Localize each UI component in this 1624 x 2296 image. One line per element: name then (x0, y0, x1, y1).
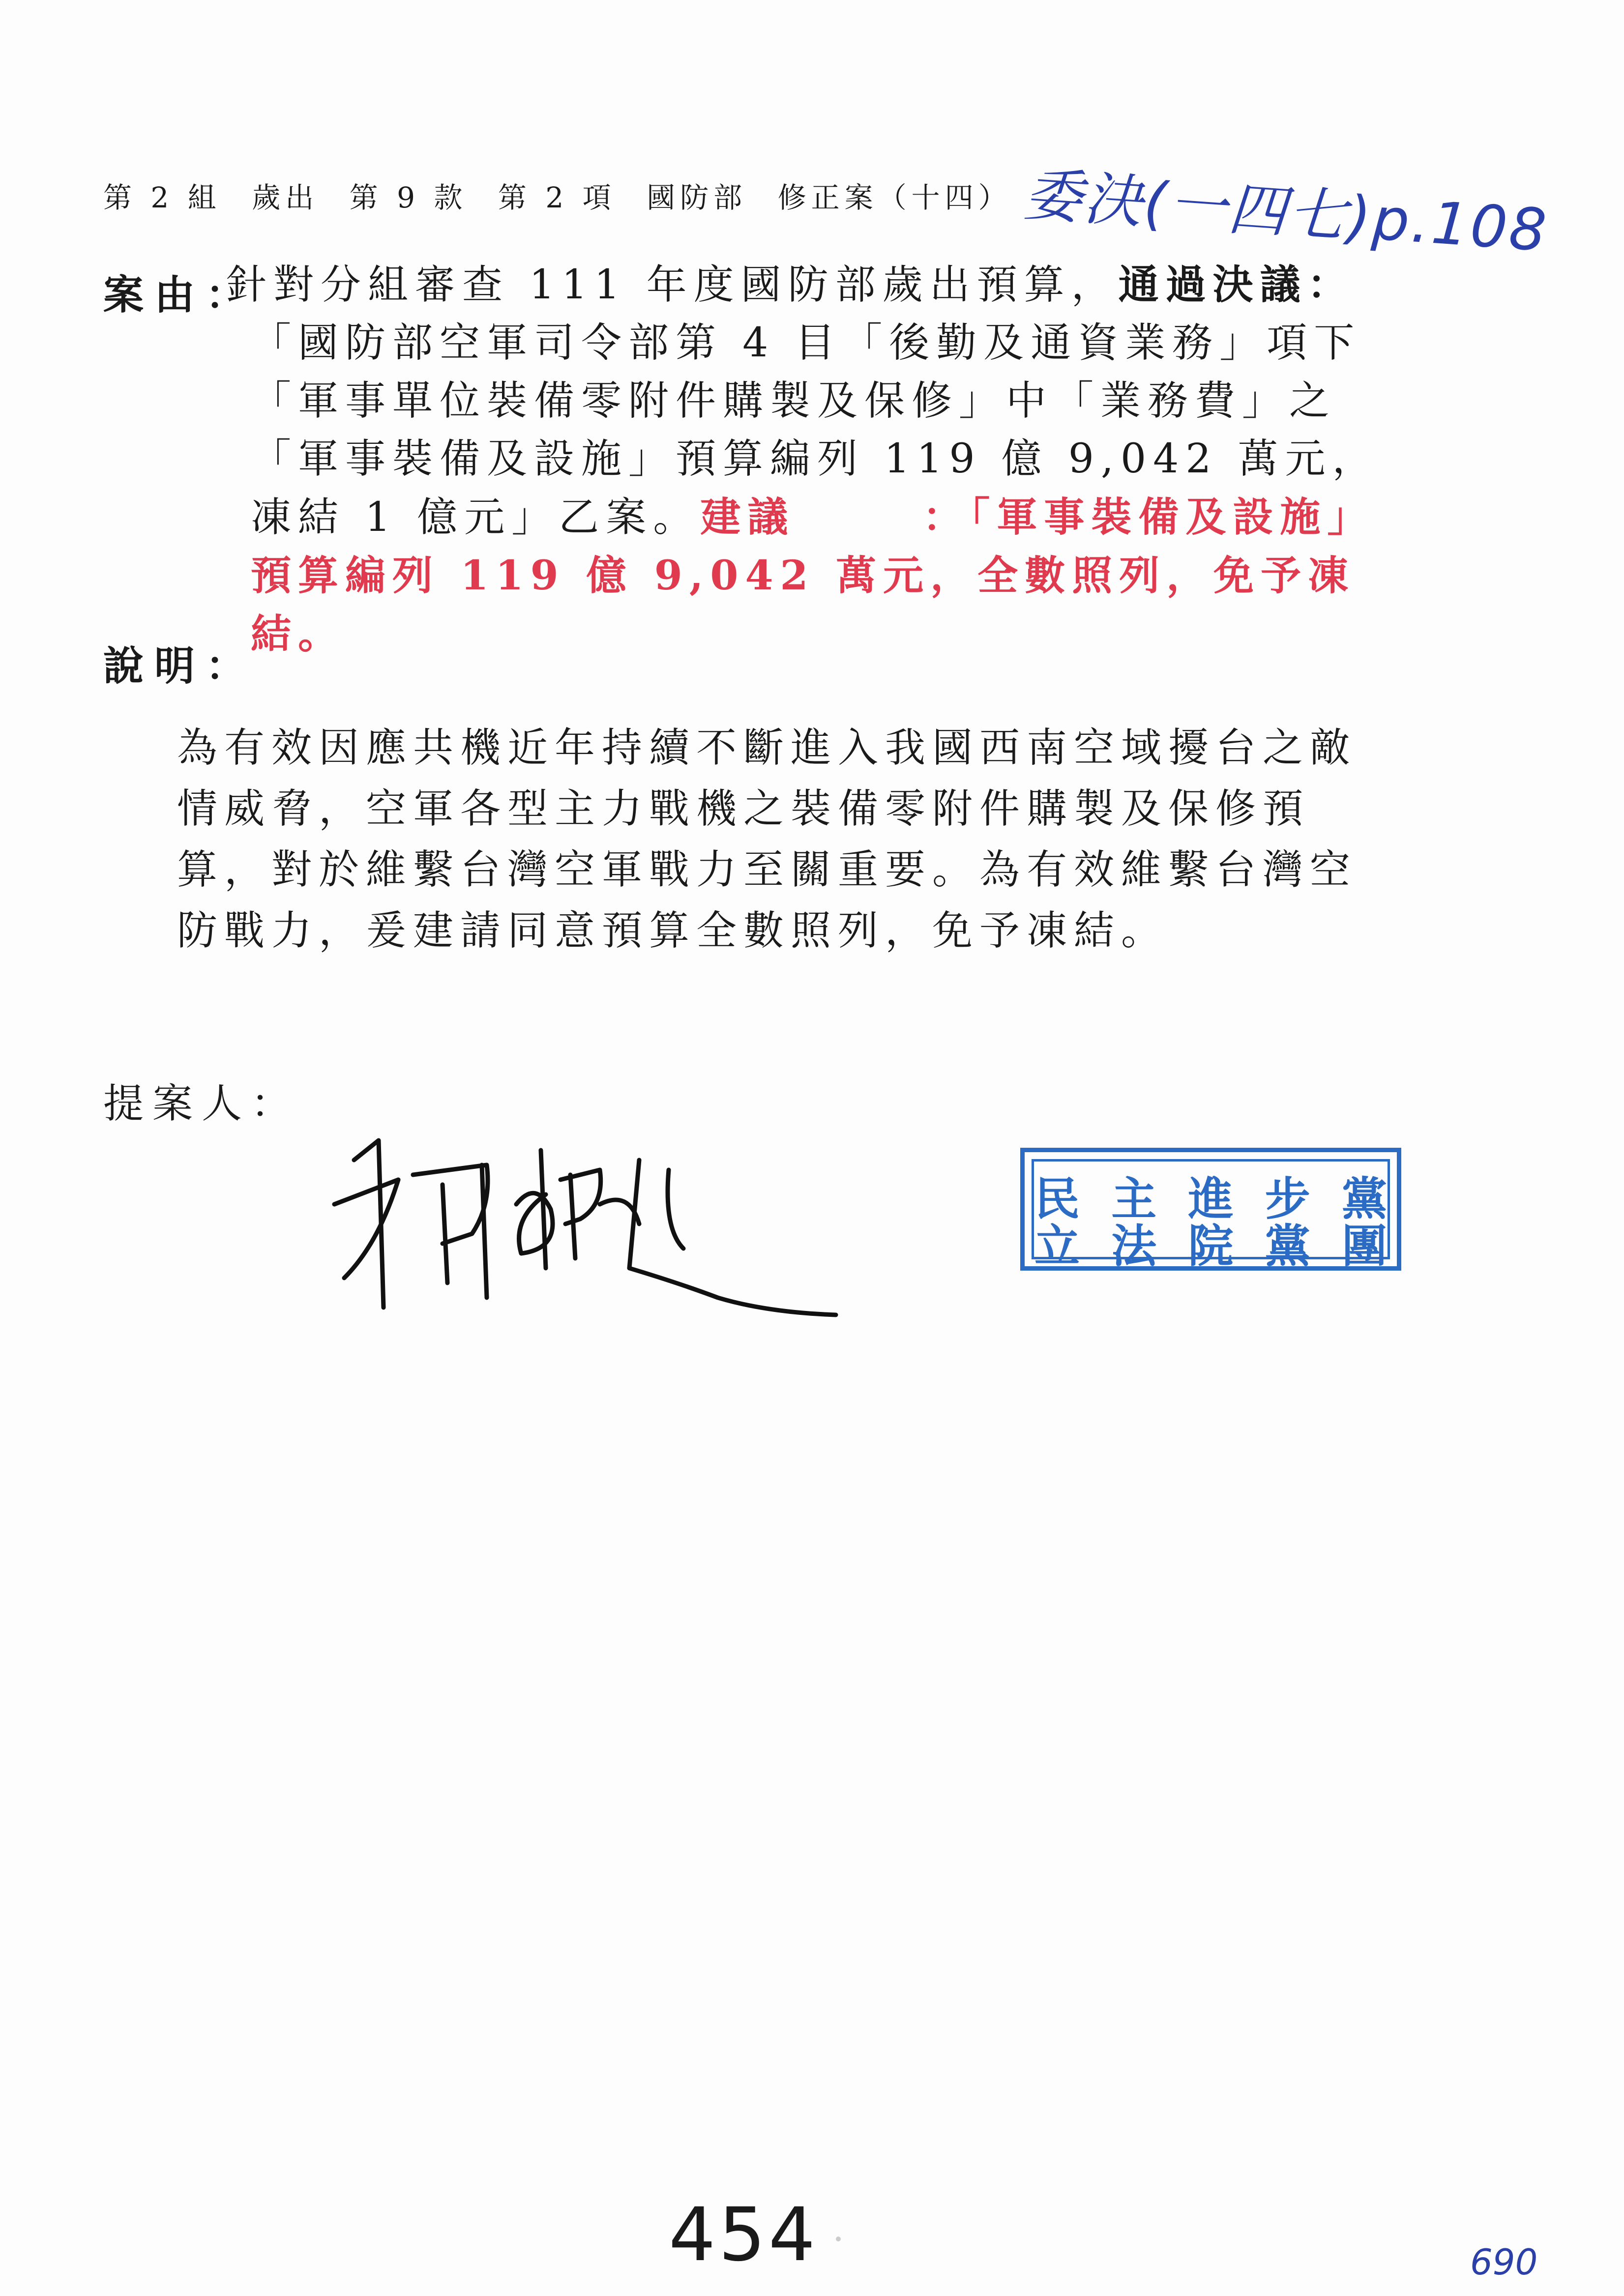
reason-label: 案由： (103, 271, 257, 319)
header-case: 修正案（十四） (777, 181, 1012, 214)
header-section: 第 9 款 (349, 181, 468, 214)
handwritten-signature (325, 1121, 846, 1327)
header-category: 歲出 (252, 181, 319, 214)
reason-first-line (226, 256, 1396, 314)
header-item: 第 2 項 (498, 181, 616, 214)
explanation-label: 說明： (103, 642, 257, 690)
document-header (103, 174, 1029, 216)
header-ministry: 國防部 (647, 181, 747, 214)
handwritten-corner-number: 690 (1470, 2241, 1538, 2283)
stamp-row-2: 立 法 院 黨 團 (1034, 1220, 1387, 1273)
explanation-text: 為有效因應共機近年持續不斷進入我國西南空域擾台之敵情威脅，空軍各型主力戰機之裝備零附件購製及保修預算，對於維繫台灣空軍戰力至關重要。為有效維繫台灣空防戰力，爰建請同意預算全數照列，免予凍結。 (177, 725, 1358, 954)
proposal-lead: 建議 (700, 494, 795, 541)
handwritten-page-number: 454 (669, 2192, 819, 2278)
reason-body: 「國防部空軍司令部第 4 目「後勤及通資業務」項下「軍事單位裝備零附件購製及保修」中「業務費」之「軍事裝備及設施」預算編列 119 億 9,042 萬元，凍結 1 億元」乙案。 (251, 320, 1380, 541)
reason-intro: 針對分組審查 111 年度國防部歲出預算， (226, 262, 1119, 308)
reason-text (226, 256, 1396, 664)
handwritten-reference: 委決(一四七)p.108 (1022, 160, 1551, 265)
proposal-text: ：「軍事裝備及設施」預算編列 119 億 9,042 萬元，全數照列，免予凍結。 (251, 494, 1375, 658)
party-caucus-stamp (1020, 1148, 1401, 1271)
scan-speck (836, 2237, 841, 2241)
reason-body-block (251, 314, 1396, 664)
stamp-row-1: 民 主 進 步 黨 (1034, 1172, 1387, 1225)
proposer-label: 提案人： (103, 1080, 300, 1127)
header-group: 第 2 組 (103, 181, 221, 214)
reason-resolution: 通過決議： (1118, 261, 1355, 308)
